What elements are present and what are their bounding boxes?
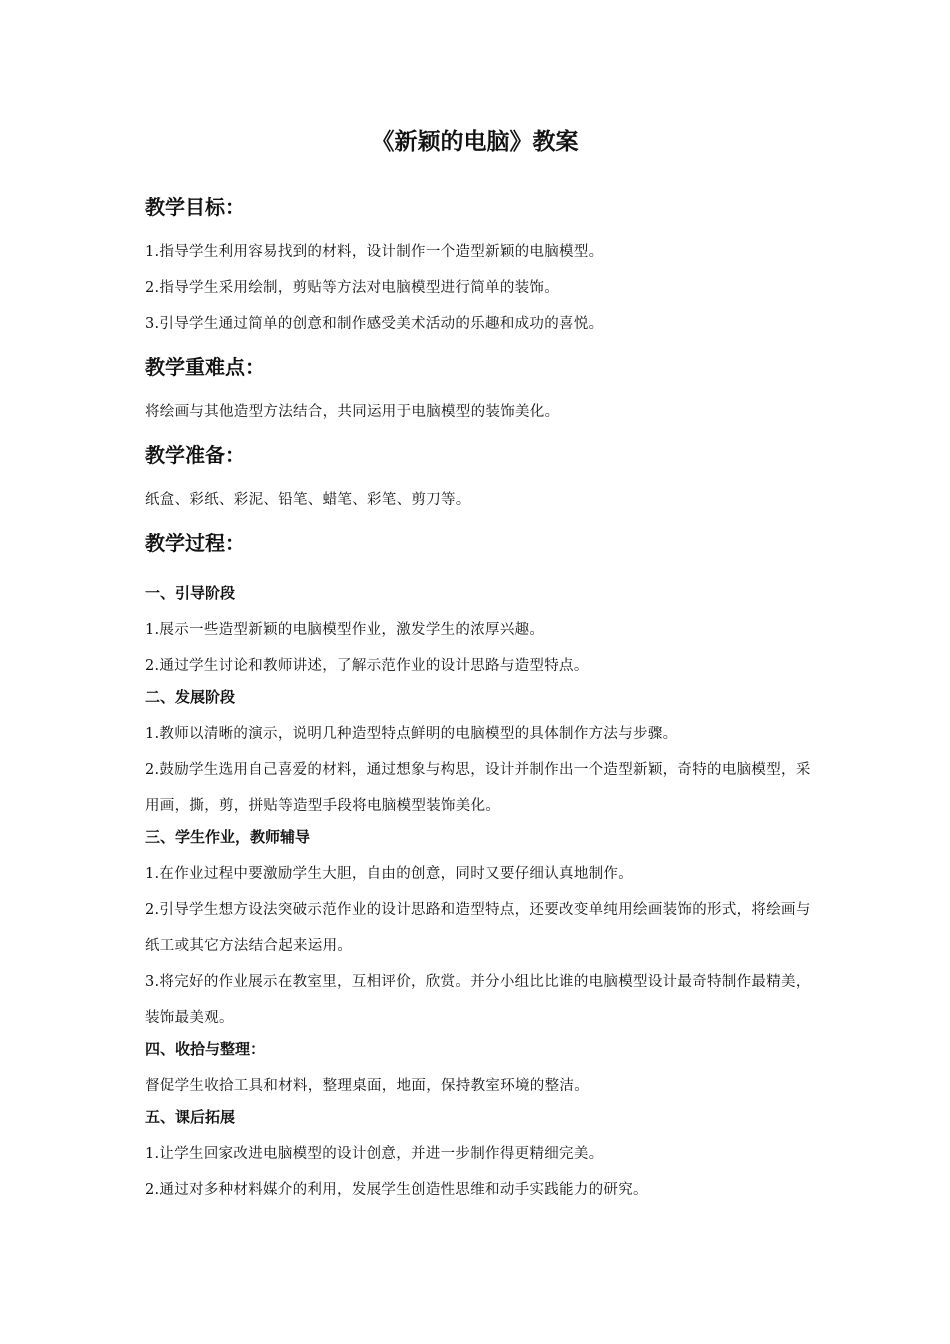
preparation-text: 纸盒、彩纸、彩泥、铅笔、蜡笔、彩笔、剪刀等。 <box>145 492 471 508</box>
stage-item: 1.教师以清晰的演示，说明几种造型特点鲜明的电脑模型的具体制作方法与步骤。 <box>145 726 678 742</box>
keypoints-heading: 教学重难点： <box>145 355 265 379</box>
stage-item: 督促学生收拾工具和材料，整理桌面，地面，保持教室环境的整洁。 <box>145 1078 589 1094</box>
stage-item: 2.鼓励学生选用自己喜爱的材料，通过想象与构思，设计并制作出一个造型新颖，奇特的电脑模型，采用画，撕，剪，拼贴等造型手段将电脑模型装饰美化。 <box>145 762 811 814</box>
objectives-heading: 教学目标： <box>145 195 245 219</box>
stage-item: 2.引导学生想方设法突破示范作业的设计思路和造型特点，还要改变单纯用绘画装饰的形式，将绘画与纸工或其它方法结合起来运用。 <box>145 902 811 954</box>
stage-item: 2.通过对多种材料媒介的利用，发展学生创造性思维和动手实践能力的研究。 <box>145 1182 648 1198</box>
stage-item: 3.将完好的作业展示在教室里，互相评价，欣赏。并分小组比比谁的电脑模型设计最奇特制作最精美，装饰最美观。 <box>145 974 811 1026</box>
objective-item: 3.引导学生通过简单的创意和制作感受美术活动的乐趣和成功的喜悦。 <box>145 316 604 332</box>
stage-item: 1.展示一些造型新颖的电脑模型作业，激发学生的浓厚兴趣。 <box>145 622 545 638</box>
stage-item: 1.在作业过程中要激励学生大胆，自由的创意，同时又要仔细认真地制作。 <box>145 866 634 882</box>
objective-item: 2.指导学生采用绘制，剪贴等方法对电脑模型进行简单的装饰。 <box>145 280 560 296</box>
stage-heading: 四、收拾与整理： <box>145 1040 266 1058</box>
document-title: 《新颖的电脑》教案 <box>371 129 579 155</box>
stage-heading: 五、课后拓展 <box>145 1108 236 1126</box>
document-body <box>145 190 815 1208</box>
objective-item: 1.指导学生利用容易找到的材料，设计制作一个造型新颖的电脑模型。 <box>145 244 604 260</box>
stage-heading: 一、引导阶段 <box>145 584 236 602</box>
stage-item: 2.通过学生讨论和教师讲述，了解示范作业的设计思路与造型特点。 <box>145 658 589 674</box>
stage-heading: 三、学生作业，教师辅导 <box>145 828 311 846</box>
keypoints-text: 将绘画与其他造型方法结合，共同运用于电脑模型的装饰美化。 <box>145 404 560 420</box>
preparation-heading: 教学准备： <box>145 443 245 467</box>
process-heading: 教学过程： <box>145 531 245 555</box>
stage-heading: 二、发展阶段 <box>145 688 236 706</box>
stage-item: 1.让学生回家改进电脑模型的设计创意，并进一步制作得更精细完美。 <box>145 1146 604 1162</box>
